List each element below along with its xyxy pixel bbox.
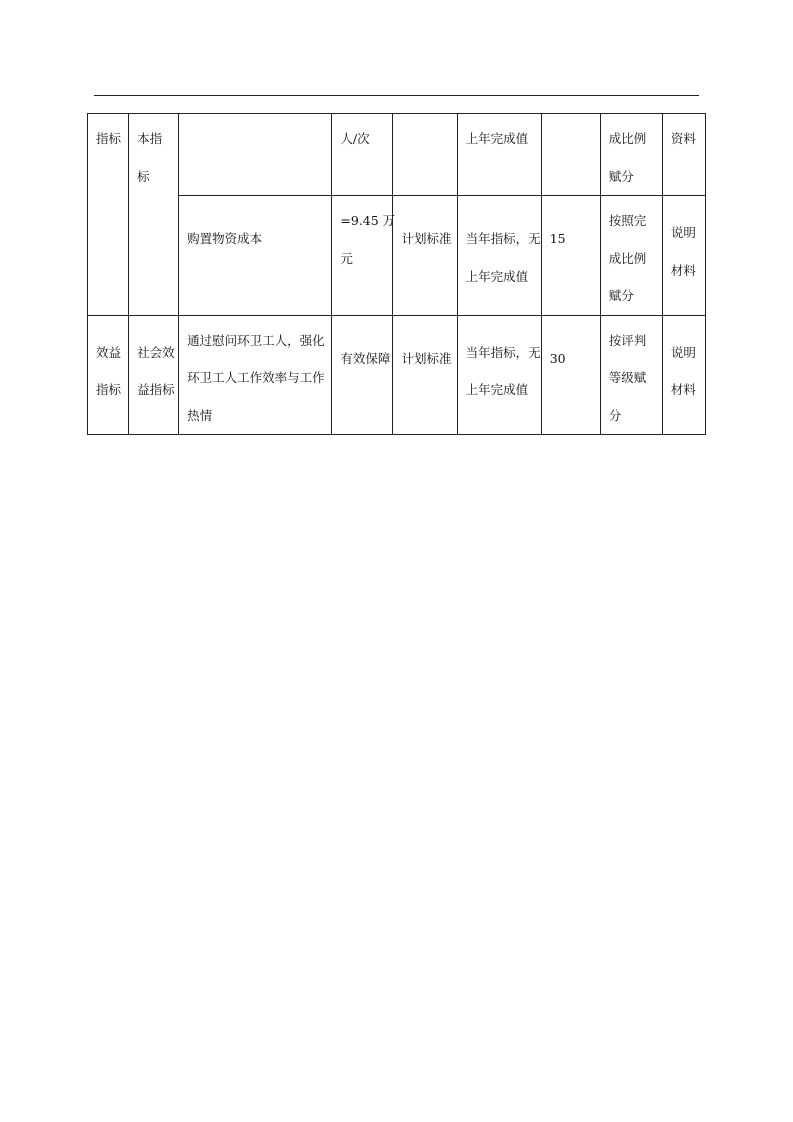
table-cell xyxy=(179,196,332,316)
table-cell xyxy=(541,114,600,196)
cell-text: 元 xyxy=(340,250,353,266)
table-cell xyxy=(457,315,541,435)
cell-text: 说明 xyxy=(670,225,696,240)
table-cell xyxy=(541,196,600,316)
cell-text: 15 xyxy=(549,231,566,246)
table-cell xyxy=(457,196,541,316)
table-cell xyxy=(393,114,457,196)
table-cell xyxy=(662,196,705,316)
table-cell xyxy=(88,315,129,435)
cell-text: 材料 xyxy=(670,262,696,278)
cell-text: 上年完成值 xyxy=(465,268,529,284)
header-rule xyxy=(94,95,699,96)
cell-text: 环卫工人工作效率与工作 xyxy=(187,370,325,385)
cell-text: 30 xyxy=(549,350,566,366)
cell-text: 指标 xyxy=(96,131,122,146)
performance-indicator-table xyxy=(87,113,706,435)
table-cell xyxy=(600,114,662,196)
cell-text: 资料 xyxy=(670,131,696,146)
table-cell xyxy=(129,315,179,435)
cell-text: 热情 xyxy=(187,407,213,423)
cell-text: 材料 xyxy=(670,382,696,397)
cell-text: 成比例 xyxy=(608,131,647,146)
cell-text: 当年指标，无 xyxy=(465,231,541,246)
cell-text: 赋分 xyxy=(608,168,634,184)
cell-text: 上年完成值 xyxy=(465,131,529,146)
table-row xyxy=(88,114,706,196)
cell-text: 按照完 xyxy=(608,213,647,228)
table-cell xyxy=(600,196,662,316)
cell-text: 计划标准 xyxy=(401,231,452,246)
table-cell xyxy=(393,196,457,316)
table-cell xyxy=(662,315,705,435)
table-cell xyxy=(179,315,332,435)
cell-text: 成比例 xyxy=(608,250,647,266)
cell-text: 社会效 xyxy=(137,344,175,360)
table-cell xyxy=(88,114,129,316)
cell-text: 人/次 xyxy=(340,131,370,146)
cell-text: 按评判 xyxy=(608,332,647,348)
cell-text: 有效保障 xyxy=(340,350,391,366)
cell-text: 计划标准 xyxy=(401,350,452,366)
table-cell xyxy=(393,315,457,435)
cell-text: 指标 xyxy=(96,382,122,397)
cell-text: 等级赋 xyxy=(608,370,647,385)
table-cell xyxy=(129,114,179,316)
cell-text: 本指标 xyxy=(137,131,163,184)
table-cell xyxy=(457,114,541,196)
table-cell xyxy=(332,114,393,196)
cell-text: 效益 xyxy=(96,344,122,360)
table-cell xyxy=(332,315,393,435)
table-row xyxy=(88,315,706,435)
cell-text: 赋分 xyxy=(608,288,634,303)
cell-text: 分 xyxy=(608,407,622,423)
table-row xyxy=(88,196,706,316)
cell-text: 益指标 xyxy=(137,382,175,397)
cell-text: =9.45 万 xyxy=(340,213,396,228)
cell-text: 上年完成值 xyxy=(465,382,529,397)
cell-text: 购置物资成本 xyxy=(187,231,263,246)
table-cell xyxy=(662,114,705,196)
cell-text: 当年指标，无 xyxy=(465,344,541,360)
table-cell xyxy=(541,315,600,435)
table-cell xyxy=(332,196,396,316)
table-cell xyxy=(179,114,332,196)
cell-text: 通过慰问环卫工人，强化 xyxy=(187,332,325,348)
cell-text: 说明 xyxy=(670,344,696,360)
table-cell xyxy=(600,315,662,435)
